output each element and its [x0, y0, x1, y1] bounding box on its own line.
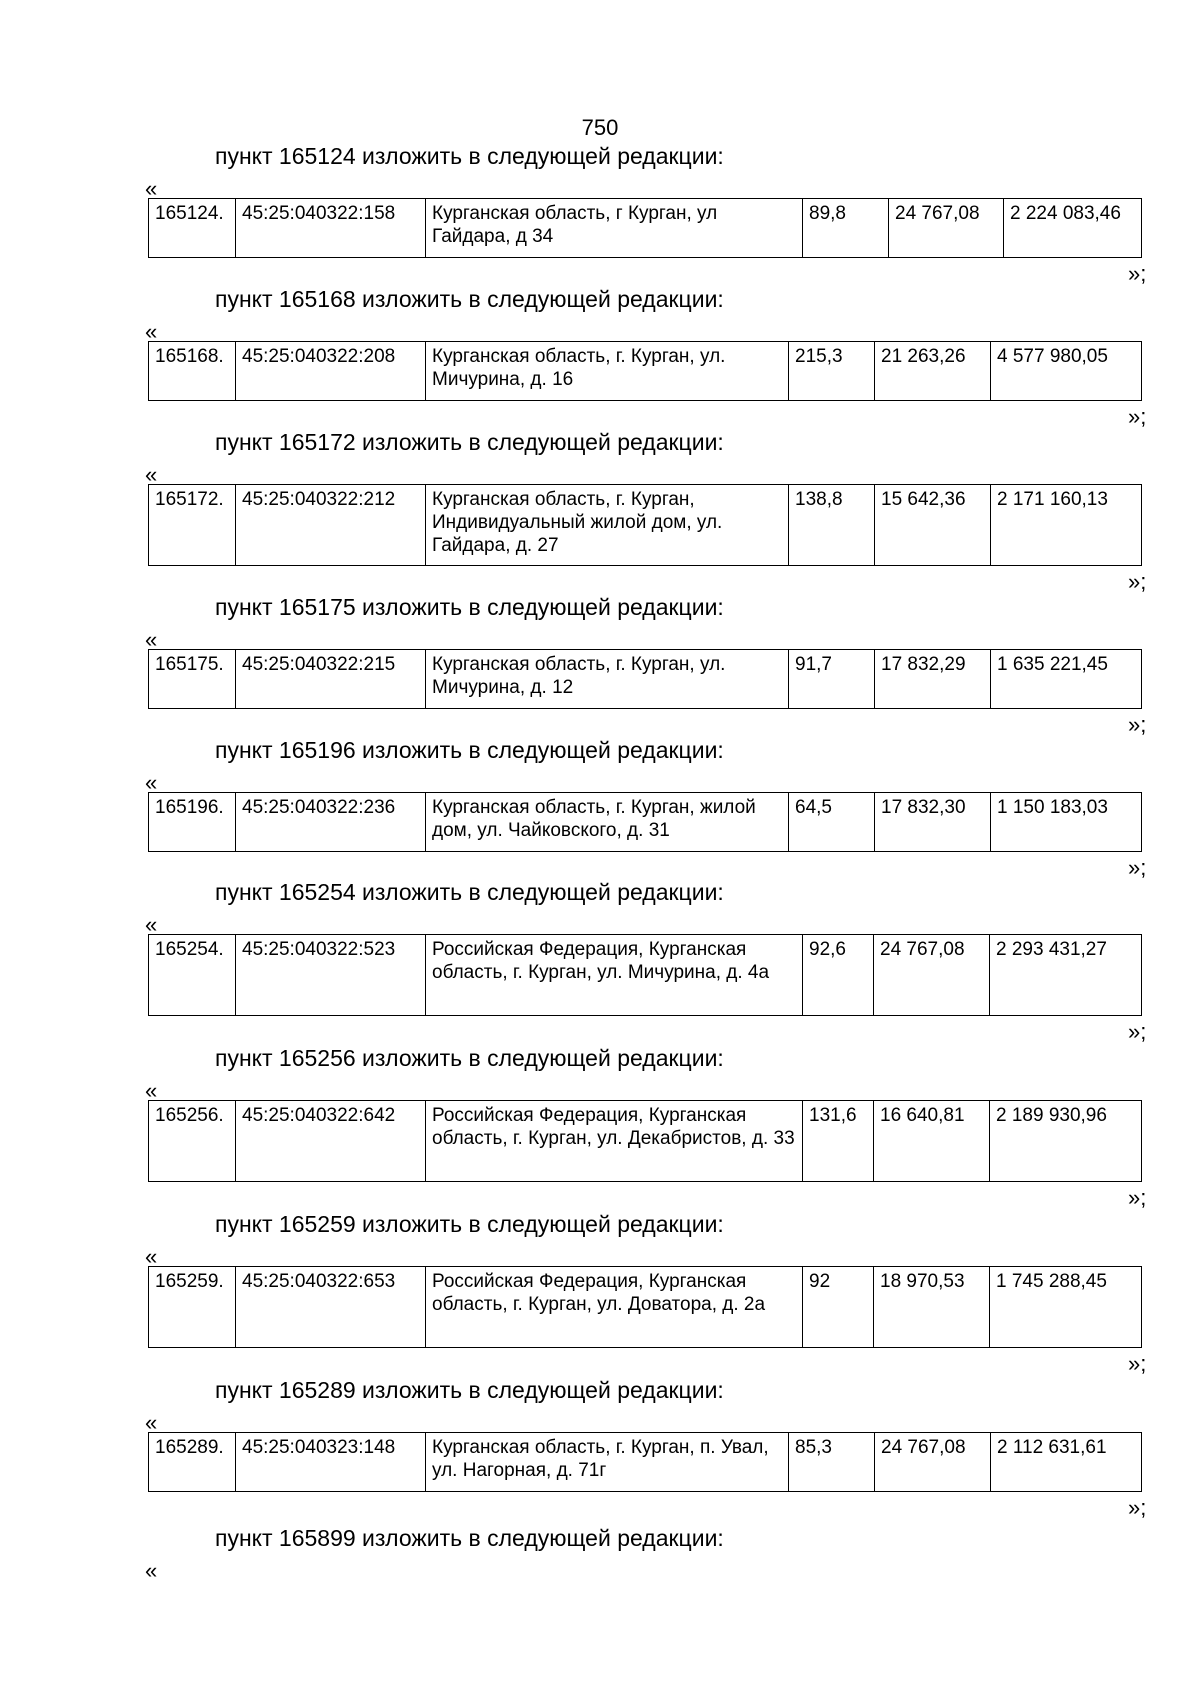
address-cell: Курганская область, г. Курган, жилой дом, ул. Чайковского, д. 31 — [426, 793, 789, 852]
unit-value-cell: 17 832,29 — [875, 650, 991, 709]
area-cell: 89,8 — [803, 199, 889, 258]
table-row — [149, 199, 1142, 258]
unit-value-cell: 24 767,08 — [889, 199, 1004, 258]
property-table — [148, 1266, 1142, 1348]
unit-value-cell: 17 832,30 — [875, 793, 991, 852]
unit-value-cell: 18 970,53 — [874, 1267, 990, 1348]
cadastral-value-cell: 2 293 431,27 — [990, 935, 1142, 1016]
area-cell: 131,6 — [803, 1101, 874, 1182]
property-table — [148, 341, 1142, 401]
address-cell: Российская Федерация, Курганская область, г. Курган, ул. Доватора, д. 2а — [426, 1267, 803, 1348]
property-table — [148, 934, 1142, 1016]
area-cell: 92 — [803, 1267, 874, 1348]
instruction-text: пункт 165254 изложить в следующей редакции: — [215, 879, 724, 905]
cadastral-value-cell: 1 150 183,03 — [991, 793, 1142, 852]
unit-value-cell: 16 640,81 — [874, 1101, 990, 1182]
cadastral-number-cell: 45:25:040322:236 — [236, 793, 426, 852]
unit-value-cell: 24 767,08 — [874, 935, 990, 1016]
cadastral-number-cell: 45:25:040322:212 — [236, 485, 426, 566]
cadastral-number-cell: 45:25:040322:523 — [236, 935, 426, 1016]
table-row — [149, 1101, 1142, 1182]
open-quote: « — [145, 627, 158, 652]
table-row — [149, 342, 1142, 401]
property-table — [148, 198, 1142, 258]
open-quote: « — [145, 1410, 158, 1435]
close-quote: »; — [1128, 712, 1147, 737]
area-cell: 91,7 — [789, 650, 875, 709]
close-quote: »; — [1128, 1495, 1147, 1520]
close-quote: »; — [1128, 1185, 1147, 1210]
cadastral-number-cell: 45:25:040322:215 — [236, 650, 426, 709]
open-quote: « — [145, 1244, 158, 1269]
close-quote: »; — [1128, 1019, 1147, 1044]
instruction-text: пункт 165256 изложить в следующей редакции: — [215, 1045, 724, 1071]
cadastral-number-cell: 45:25:040323:148 — [236, 1433, 426, 1492]
address-cell: Курганская область, г. Курган, ул. Мичурина, д. 12 — [426, 650, 789, 709]
close-quote: »; — [1128, 261, 1147, 286]
page-number: 750 — [581, 115, 619, 140]
instruction-text: пункт 165168 изложить в следующей редакции: — [215, 286, 724, 312]
area-cell: 92,6 — [803, 935, 874, 1016]
cadastral-value-cell: 1 635 221,45 — [991, 650, 1142, 709]
address-cell: Курганская область, г. Курган, п. Увал, ул. Нагорная, д. 71г — [426, 1433, 789, 1492]
address-cell: Курганская область, г. Курган, Индивидуальный жилой дом, ул. Гайдара, д. 27 — [426, 485, 789, 566]
row-number-cell: 165172. — [149, 485, 236, 566]
cadastral-value-cell: 2 189 930,96 — [990, 1101, 1142, 1182]
open-quote: « — [145, 770, 158, 795]
row-number-cell: 165124. — [149, 199, 236, 258]
cadastral-number-cell: 45:25:040322:158 — [236, 199, 426, 258]
cadastral-value-cell: 2 171 160,13 — [991, 485, 1142, 566]
instruction-text: пункт 165259 изложить в следующей редакции: — [215, 1211, 724, 1237]
open-quote: « — [145, 1558, 158, 1583]
cadastral-number-cell: 45:25:040322:653 — [236, 1267, 426, 1348]
table-row — [149, 485, 1142, 566]
address-cell: Российская Федерация, Курганская область, г. Курган, ул. Мичурина, д. 4а — [426, 935, 803, 1016]
instruction-text: пункт 165899 изложить в следующей редакции: — [215, 1525, 724, 1551]
instruction-text: пункт 165124 изложить в следующей редакции: — [215, 143, 724, 169]
close-quote: »; — [1128, 1351, 1147, 1376]
instruction-text: пункт 165175 изложить в следующей редакции: — [215, 594, 724, 620]
unit-value-cell: 21 263,26 — [875, 342, 991, 401]
row-number-cell: 165254. — [149, 935, 236, 1016]
open-quote: « — [145, 462, 158, 487]
property-table — [148, 649, 1142, 709]
open-quote: « — [145, 319, 158, 344]
property-table — [148, 792, 1142, 852]
row-number-cell: 165168. — [149, 342, 236, 401]
table-row — [149, 1433, 1142, 1492]
close-quote: »; — [1128, 855, 1147, 880]
table-row — [149, 1267, 1142, 1348]
area-cell: 215,3 — [789, 342, 875, 401]
area-cell: 85,3 — [789, 1433, 875, 1492]
instruction-text: пункт 165196 изложить в следующей редакции: — [215, 737, 724, 763]
instruction-text: пункт 165172 изложить в следующей редакции: — [215, 429, 724, 455]
area-cell: 64,5 — [789, 793, 875, 852]
open-quote: « — [145, 176, 158, 201]
cadastral-value-cell: 2 224 083,46 — [1004, 199, 1142, 258]
row-number-cell: 165175. — [149, 650, 236, 709]
cadastral-value-cell: 2 112 631,61 — [991, 1433, 1142, 1492]
close-quote: »; — [1128, 569, 1147, 594]
address-cell: Курганская область, г Курган, ул Гайдара, д 34 — [426, 199, 803, 258]
cadastral-number-cell: 45:25:040322:208 — [236, 342, 426, 401]
open-quote: « — [145, 1078, 158, 1103]
open-quote: « — [145, 912, 158, 937]
row-number-cell: 165259. — [149, 1267, 236, 1348]
table-row — [149, 935, 1142, 1016]
table-row — [149, 650, 1142, 709]
unit-value-cell: 15 642,36 — [875, 485, 991, 566]
cadastral-value-cell: 4 577 980,05 — [991, 342, 1142, 401]
cadastral-value-cell: 1 745 288,45 — [990, 1267, 1142, 1348]
property-table — [148, 1100, 1142, 1182]
row-number-cell: 165196. — [149, 793, 236, 852]
address-cell: Российская Федерация, Курганская область, г. Курган, ул. Декабристов, д. 33 — [426, 1101, 803, 1182]
unit-value-cell: 24 767,08 — [875, 1433, 991, 1492]
property-table — [148, 1432, 1142, 1492]
row-number-cell: 165256. — [149, 1101, 236, 1182]
property-table — [148, 484, 1142, 566]
address-cell: Курганская область, г. Курган, ул. Мичурина, д. 16 — [426, 342, 789, 401]
area-cell: 138,8 — [789, 485, 875, 566]
row-number-cell: 165289. — [149, 1433, 236, 1492]
cadastral-number-cell: 45:25:040322:642 — [236, 1101, 426, 1182]
instruction-text: пункт 165289 изложить в следующей редакции: — [215, 1377, 724, 1403]
close-quote: »; — [1128, 404, 1147, 429]
table-row — [149, 793, 1142, 852]
